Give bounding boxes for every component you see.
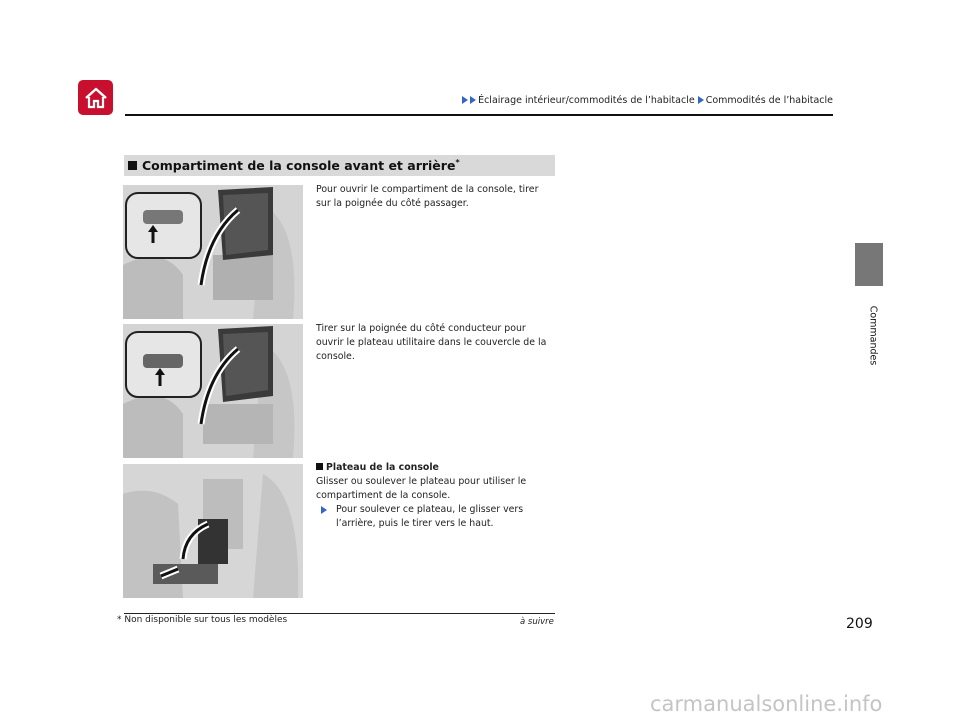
house-icon <box>83 86 109 110</box>
step-2-text: Tirer sur la poignée du côté conducteur pour ouvrir le plateau utilitaire dans le couvercle de la console. <box>316 323 547 362</box>
section-header <box>124 155 555 176</box>
tray-section <box>316 461 556 531</box>
breadcrumb-arrow-icon <box>698 96 704 104</box>
square-bullet-icon <box>316 463 323 470</box>
console-tray-illustration <box>123 464 303 598</box>
tray-text: Glisser ou soulever le plateau pour utiliser le compartiment de la console. <box>316 476 527 501</box>
breadcrumb-arrow-icon <box>462 96 468 104</box>
footer-divider <box>124 613 555 614</box>
tray-note: Pour soulever ce plateau, le glisser vers l’arrière, puis le tirer vers le haut. <box>316 503 556 531</box>
home-button[interactable] <box>78 80 113 115</box>
section-title: Compartiment de la console avant et arrière* <box>142 157 460 174</box>
square-bullet-icon <box>128 161 137 170</box>
arrow-bullet-icon <box>321 506 327 514</box>
step-1-text: Pour ouvrir le compartiment de la console, tirer sur la poignée du côté passager. <box>316 184 539 209</box>
footnote-mark: * <box>455 157 460 167</box>
utility-tray-illustration <box>123 324 303 458</box>
watermark: carmanualsonline.info <box>650 692 883 716</box>
tray-heading: Plateau de la console <box>316 461 556 475</box>
chapter-label: Commandes <box>867 305 879 366</box>
chapter-tab[interactable] <box>855 243 883 286</box>
breadcrumb-arrow-icon <box>470 96 476 104</box>
breadcrumb-item[interactable]: Éclairage intérieur/commodités de l’habitacle <box>478 95 695 106</box>
console-open-illustration <box>123 185 303 319</box>
page-number: 209 <box>846 616 873 632</box>
breadcrumb-item[interactable]: Commodités de l’habitacle <box>705 95 833 106</box>
breadcrumb <box>462 95 833 106</box>
continued-label: à suivre <box>520 617 554 627</box>
footnote: * Non disponible sur tous les modèles <box>117 615 288 625</box>
header-divider <box>125 114 833 116</box>
